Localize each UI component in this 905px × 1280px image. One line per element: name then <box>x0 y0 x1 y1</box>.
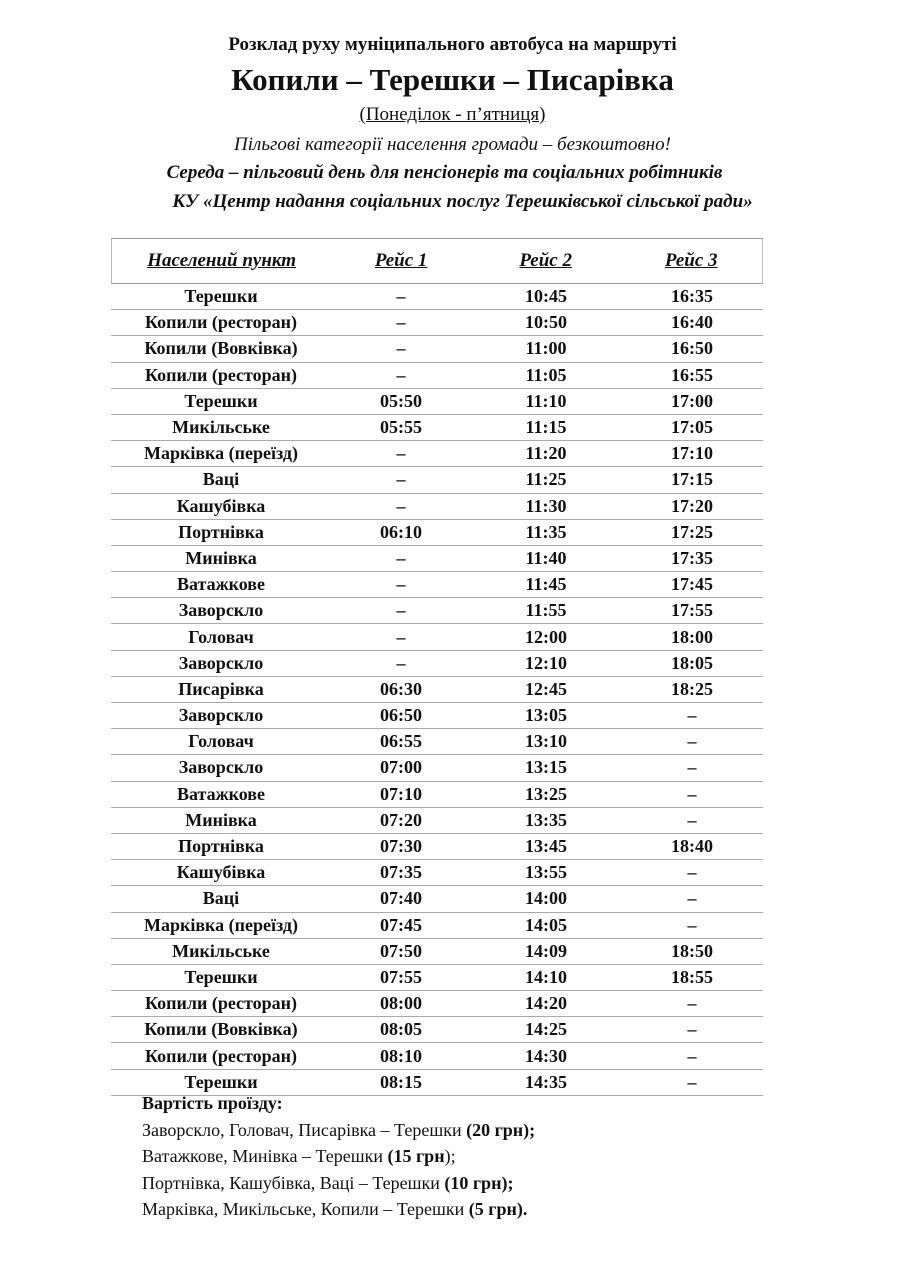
stop-name-cell: Копили (ресторан) <box>144 364 298 385</box>
free-fare-note: Пільгові категорії населення громади – безкоштовно! <box>234 134 671 155</box>
trip-1-time-cell: 05:55 <box>380 417 422 438</box>
trip-2-time-cell: 13:15 <box>525 757 567 778</box>
table-row <box>111 677 763 703</box>
trip-1-time-cell: – <box>396 652 406 673</box>
stop-name-cell: Терешки <box>184 286 258 307</box>
trip-3-time-cell: 17:25 <box>671 521 713 542</box>
table-row <box>111 991 763 1017</box>
trip-1-time-cell: – <box>396 574 406 595</box>
column-header-trip-2: Рейс 2 <box>519 250 572 271</box>
table-row <box>111 965 763 991</box>
trip-3-time-cell: 18:25 <box>671 678 713 699</box>
trip-1-time-cell: – <box>396 626 406 647</box>
trip-3-time-cell: – <box>687 1071 697 1092</box>
stop-name-cell: Ваці <box>202 888 240 909</box>
trip-3-time-cell: 17:15 <box>671 469 713 490</box>
fare-line <box>142 1143 535 1170</box>
stop-name-cell: Ваці <box>202 469 240 490</box>
stop-name-cell: Заворскло <box>178 705 264 726</box>
table-header <box>111 238 763 284</box>
trip-3-time-cell: 17:00 <box>671 390 713 411</box>
trip-2-time-cell: 13:10 <box>525 731 567 752</box>
fare-title: Вартість проїзду: <box>142 1093 283 1113</box>
trip-1-time-cell: 07:35 <box>380 862 422 883</box>
fare-punctuation: ); <box>444 1146 456 1166</box>
stop-name-cell: Ватажкове <box>176 574 266 595</box>
table-row <box>111 310 763 336</box>
table-row <box>111 729 763 755</box>
table-row <box>111 284 763 310</box>
trip-1-time-cell: 06:10 <box>380 521 422 542</box>
table-row <box>111 572 763 598</box>
table-row <box>111 703 763 729</box>
stop-name-cell: Марківка (переїзд) <box>143 443 299 464</box>
trip-1-time-cell: 06:30 <box>380 678 422 699</box>
trip-1-time-cell: 08:05 <box>380 1019 422 1040</box>
column-header-trip-3: Рейс 3 <box>664 250 718 271</box>
trip-3-time-cell: 16:40 <box>671 312 713 333</box>
trip-2-time-cell: 11:15 <box>525 417 567 438</box>
stop-name-cell: Ватажкове <box>176 783 266 804</box>
trip-2-time-cell: 13:45 <box>525 836 567 857</box>
stop-name-cell: Копили (ресторан) <box>144 312 298 333</box>
trip-3-time-cell: 18:55 <box>671 966 713 987</box>
trip-2-time-cell: 12:45 <box>525 678 567 699</box>
fare-punctuation: ; <box>529 1119 536 1140</box>
trip-2-time-cell: 14:30 <box>525 1045 567 1066</box>
fare-line <box>142 1170 535 1197</box>
trip-2-time-cell: 14:00 <box>525 888 567 909</box>
trip-2-time-cell: 11:35 <box>525 521 567 542</box>
stop-name-cell: Терешки <box>184 966 258 987</box>
trip-2-time-cell: 11:45 <box>525 574 567 595</box>
fare-price: (15 грн <box>387 1146 445 1166</box>
trip-3-time-cell: 17:55 <box>671 600 713 621</box>
wednesday-note: Середа – пільговий день для пенсіонерів та соціальних робітників <box>166 162 723 183</box>
trip-3-time-cell: 16:50 <box>671 338 713 359</box>
stop-name-cell: Микільське <box>172 417 270 438</box>
table-row <box>111 808 763 834</box>
trip-1-time-cell: 07:40 <box>380 888 422 909</box>
trip-1-time-cell: 07:30 <box>380 836 422 857</box>
trip-1-time-cell: 08:10 <box>380 1045 422 1066</box>
stop-name-cell: Кашубівка <box>176 862 266 883</box>
trip-2-time-cell: 11:20 <box>525 443 567 464</box>
trip-1-time-cell: – <box>396 286 406 307</box>
stop-name-cell: Копили (ресторан) <box>144 1045 298 1066</box>
trip-3-time-cell: – <box>687 1045 697 1066</box>
fare-line <box>142 1117 535 1144</box>
trip-1-time-cell: 07:45 <box>380 914 422 935</box>
fare-route-text: Марківка, Микільське, Копили – Терешки <box>142 1199 469 1219</box>
trip-1-time-cell: 07:10 <box>380 783 422 804</box>
trip-3-time-cell: 18:40 <box>671 836 713 857</box>
trip-2-time-cell: 14:09 <box>525 940 567 961</box>
trip-2-time-cell: 13:55 <box>525 862 567 883</box>
fare-list <box>142 1117 535 1223</box>
trip-3-time-cell: – <box>687 914 697 935</box>
route-title: Копили – Терешки – Писарівка <box>231 62 674 97</box>
stop-name-cell: Головач <box>188 731 254 752</box>
trip-2-time-cell: 13:05 <box>525 705 567 726</box>
table-row <box>111 467 763 493</box>
trip-2-time-cell: 11:25 <box>525 469 567 490</box>
table-row <box>111 598 763 624</box>
table-row <box>111 651 763 677</box>
trip-2-time-cell: 11:00 <box>525 338 567 359</box>
trip-3-time-cell: 17:10 <box>671 443 713 464</box>
trip-2-time-cell: 14:20 <box>525 993 567 1014</box>
schedule-subtitle: Розклад руху муніципального автобуса на маршруті <box>228 34 677 55</box>
fare-price: (20 грн) <box>466 1119 530 1140</box>
organization-note: КУ «Центр надання соціальних послуг Терешківської сільської ради» <box>172 191 753 212</box>
trip-3-time-cell: 16:55 <box>671 364 713 385</box>
stop-name-cell: Портнівка <box>178 521 264 542</box>
trip-1-time-cell: – <box>396 312 406 333</box>
table-row <box>111 755 763 781</box>
table-row <box>111 1017 763 1043</box>
trip-3-time-cell: – <box>687 757 697 778</box>
trip-1-time-cell: 07:50 <box>380 940 422 961</box>
fare-price: (10 грн) <box>444 1172 508 1193</box>
trip-1-time-cell: – <box>396 600 406 621</box>
stop-name-cell: Микільське <box>172 940 270 961</box>
fare-price: (5 грн) <box>468 1199 523 1219</box>
fare-line <box>142 1196 535 1223</box>
stop-name-cell: Головач <box>188 626 254 647</box>
stop-name-cell: Терешки <box>184 1071 258 1092</box>
trip-3-time-cell: 18:05 <box>671 652 713 673</box>
trip-1-time-cell: 06:50 <box>380 705 422 726</box>
table-row <box>111 834 763 860</box>
fare-route-text: Заворскло, Головач, Писарівка – Терешки <box>142 1119 467 1140</box>
trip-2-time-cell: 10:50 <box>525 312 567 333</box>
stop-name-cell: Заворскло <box>178 652 264 673</box>
stop-name-cell: Терешки <box>184 390 258 411</box>
stop-name-cell: Копили (Вовківка) <box>144 1019 298 1040</box>
trip-3-time-cell: – <box>687 809 697 830</box>
trip-2-time-cell: 13:35 <box>525 809 567 830</box>
table-row <box>111 1043 763 1069</box>
trip-1-time-cell: 07:55 <box>380 966 422 987</box>
table-row <box>111 520 763 546</box>
trip-2-time-cell: 10:45 <box>525 286 567 307</box>
trip-1-time-cell: – <box>396 338 406 359</box>
trip-3-time-cell: – <box>687 862 697 883</box>
fare-route-text: Портнівка, Кашубівка, Ваці – Терешки <box>142 1172 445 1193</box>
trip-2-time-cell: 14:05 <box>525 914 567 935</box>
table-row <box>111 886 763 912</box>
table-row <box>111 624 763 650</box>
trip-3-time-cell: 17:20 <box>671 495 713 516</box>
trip-3-time-cell: 18:00 <box>671 626 713 647</box>
trip-3-time-cell: – <box>687 731 697 752</box>
table-row <box>111 494 763 520</box>
trip-2-time-cell: 11:55 <box>525 600 567 621</box>
table-row <box>111 782 763 808</box>
stop-name-cell: Заворскло <box>178 757 264 778</box>
trip-2-time-cell: 12:00 <box>525 626 567 647</box>
trip-1-time-cell: 07:00 <box>380 757 422 778</box>
stop-name-cell: Портнівка <box>178 836 264 857</box>
trip-3-time-cell: 17:35 <box>671 547 713 568</box>
trip-1-time-cell: – <box>396 364 406 385</box>
column-header-trip-1: Рейс 1 <box>374 250 428 271</box>
trip-1-time-cell: 06:55 <box>380 731 422 752</box>
trip-1-time-cell: – <box>396 547 406 568</box>
trip-2-time-cell: 11:10 <box>525 390 567 411</box>
trip-3-time-cell: – <box>687 783 697 804</box>
trip-1-time-cell: 05:50 <box>380 390 422 411</box>
trip-2-time-cell: 13:25 <box>525 783 567 804</box>
trip-2-time-cell: 14:25 <box>525 1019 567 1040</box>
stop-name-cell: Копили (Вовківка) <box>144 338 298 359</box>
fare-section <box>142 1090 535 1223</box>
trip-3-time-cell: – <box>687 888 697 909</box>
stop-name-cell: Заворскло <box>178 600 264 621</box>
table-row <box>111 415 763 441</box>
trip-2-time-cell: 14:10 <box>525 966 567 987</box>
column-header-stop: Населений пункт <box>147 250 297 271</box>
table-row <box>111 389 763 415</box>
trip-1-time-cell: 08:00 <box>380 993 422 1014</box>
table-row <box>111 939 763 965</box>
stop-name-cell: Кашубівка <box>176 495 266 516</box>
table-row <box>111 441 763 467</box>
trip-1-time-cell: – <box>396 443 406 464</box>
trip-1-time-cell: 07:20 <box>380 809 422 830</box>
trip-3-time-cell: 16:35 <box>671 286 713 307</box>
trip-2-time-cell: 14:35 <box>525 1071 567 1092</box>
days-note: (Понеділок - п’ятниця) <box>359 104 546 125</box>
trip-1-time-cell: – <box>396 469 406 490</box>
trip-2-time-cell: 11:30 <box>525 495 567 516</box>
table-row <box>111 860 763 886</box>
fare-route-text: Ватажкове, Минівка – Терешки <box>142 1146 388 1166</box>
table-row <box>111 546 763 572</box>
stop-name-cell: Марківка (переїзд) <box>143 914 299 935</box>
table-row <box>111 336 763 362</box>
trip-3-time-cell: 17:45 <box>671 574 713 595</box>
trip-3-time-cell: 18:50 <box>671 940 713 961</box>
trip-3-time-cell: – <box>687 705 697 726</box>
trip-1-time-cell: 08:15 <box>380 1071 422 1092</box>
trip-2-time-cell: 11:40 <box>525 547 567 568</box>
trip-2-time-cell: 11:05 <box>525 364 567 385</box>
stop-name-cell: Копили (ресторан) <box>144 993 298 1014</box>
schedule-table <box>111 238 763 1096</box>
trip-3-time-cell: – <box>687 993 697 1014</box>
trip-3-time-cell: 17:05 <box>671 417 713 438</box>
table-row <box>111 913 763 939</box>
table-row <box>111 363 763 389</box>
stop-name-cell: Писарівка <box>178 678 264 699</box>
table-body <box>111 284 763 1096</box>
trip-1-time-cell: – <box>396 495 406 516</box>
trip-3-time-cell: – <box>687 1019 697 1040</box>
trip-2-time-cell: 12:10 <box>525 652 567 673</box>
fare-punctuation: ; <box>507 1172 514 1193</box>
stop-name-cell: Минівка <box>185 547 257 568</box>
fare-punctuation: . <box>522 1199 528 1219</box>
stop-name-cell: Минівка <box>185 809 257 830</box>
